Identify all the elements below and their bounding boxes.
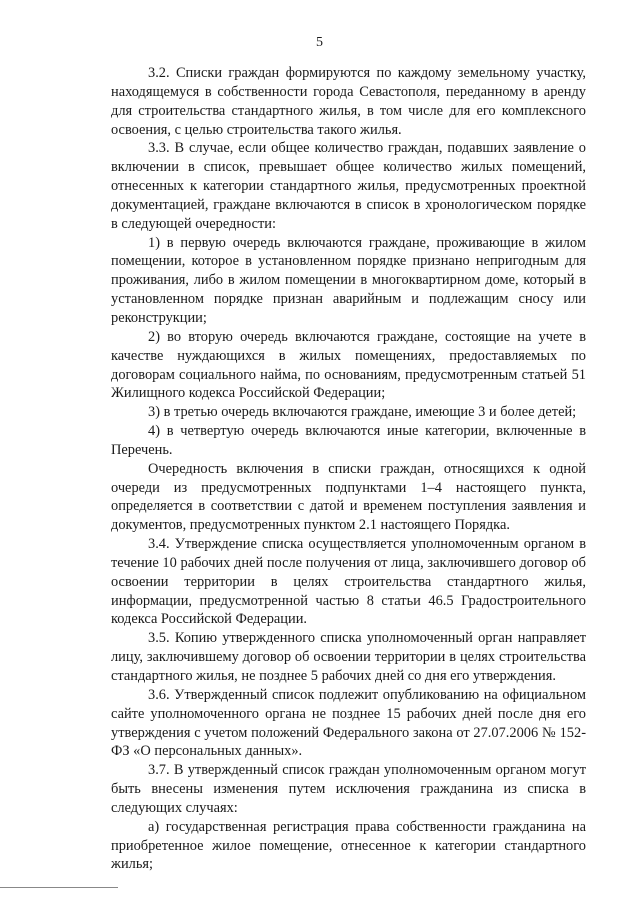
paragraph-3-7: 3.7. В утвержденный список граждан уполномоченным органом могут быть внесены изменения путем исключения гражданина из списка в следующих случаях: — [111, 762, 586, 816]
paragraph-queue-order: Очередность включения в списки граждан, относящихся к одной очереди из предусмотренных подпунктами 1–4 настоящего пункта, определяется в соответствии с датой и временем поступления заявления и документов, предусмотренных пунктом 2.1 настоящего Порядка. — [111, 460, 586, 534]
paragraph-3-3-item-2: 2) во вторую очередь включаются граждане, состоящие на учете в качестве нуждающихся в жилых помещениях, предоставляемых по договорам социального найма, по основаниям, предусмотренным статьей 51 Жилищного кодекса Российской Федерации; — [111, 328, 586, 402]
paragraph-3-3-item-4: 4) в четвертую очередь включаются иные категории, включенные в Перечень. — [111, 423, 586, 458]
document-body — [111, 64, 586, 874]
footer-divider — [0, 887, 118, 888]
paragraph-3-3: 3.3. В случае, если общее количество граждан, подавших заявление о включении в список, превышает общее количество жилых помещений, отнесенных к категории стандартного жилья, предусмотренных проектной документацией, граждане включаются в список в хронологическом порядке в следующей очередности: — [111, 140, 586, 232]
paragraph-3-5: 3.5. Копию утвержденного списка уполномоченный орган направляет лицу, заключившему договор об освоении территории в целях строительства стандартного жилья, не позднее 5 рабочих дней со дня его утверждения. — [111, 630, 586, 684]
paragraph-3-4: 3.4. Утверждение списка осуществляется уполномоченным органом в течение 10 рабочих дней после получения от лица, заключившего договор об освоении территории в целях строительства стандартного жилья, информации, предусмотренной частью 8 статьи 46.5 Градостроительного кодекса Российской Федерации. — [111, 536, 586, 628]
paragraph-3-3-item-3: 3) в третью очередь включаются граждане, имеющие 3 и более детей; — [148, 404, 577, 421]
paragraph-3-7-item-a: а) государственная регистрация права собственности гражданина на приобретенное жилое помещение, отнесенное к категории стандартного жилья; — [111, 818, 586, 873]
paragraph-3-6: 3.6. Утвержденный список подлежит опубликованию на официальном сайте уполномоченного органа не позднее 15 рабочих дней после дня его утверждения с учетом положений Федерального закона от 27.07.2006 № 152-ФЗ «О персональных данных». — [111, 686, 586, 760]
page-number: 5 — [316, 35, 323, 50]
paragraph-3-3-item-1: 1) в первую очередь включаются граждане, проживающие в жилом помещении, которое в установленном порядке признано непригодным для проживания, либо в жилом помещении в многоквартирном доме, который в установленном порядке признан аварийным и подлежащим сносу или реконструкции; — [111, 234, 586, 326]
paragraph-3-2: 3.2. Списки граждан формируются по каждому земельному участку, находящемуся в собственности города Севастополя, переданному в аренду для строительства стандартного жилья, в том числе для его комплексного освоения, с целью строительства такого жилья. — [111, 65, 586, 138]
